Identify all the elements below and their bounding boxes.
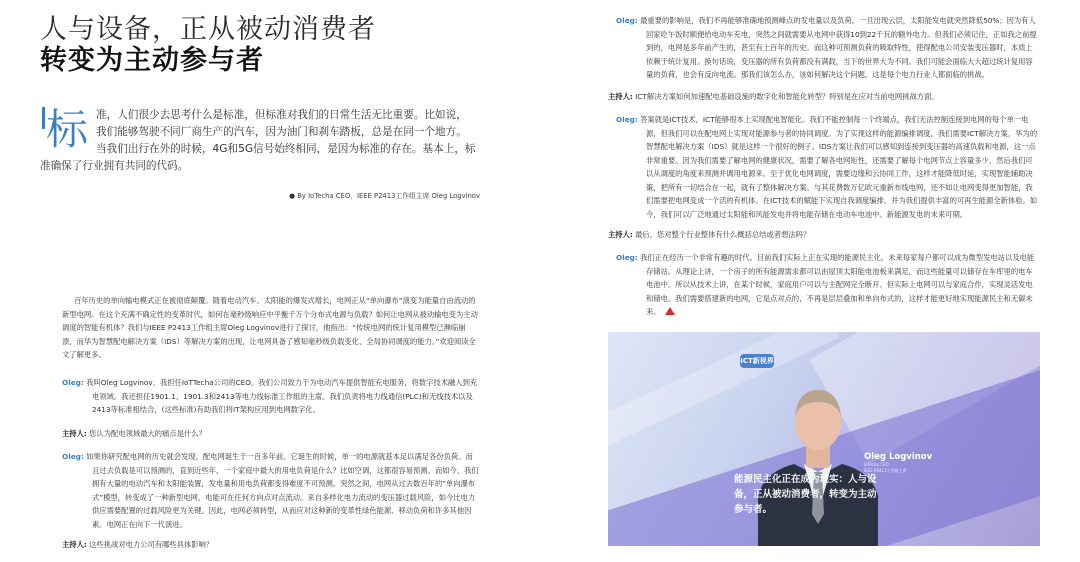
question-text: 这些挑战对电力公司有哪些具体影响？ [89,540,214,549]
speaker-host: 主持人: [608,230,633,239]
lead-accent-bar [42,107,45,129]
speaker-host: 主持人: [608,92,633,101]
answer-block [62,450,480,531]
portrait-photo [608,332,1040,546]
left-page [40,0,480,562]
answer-text: 最重要的影响是，我们不再能够准确地预测峰点的发电量以及负荷。一旦出现云层，太阳能发电就突然降低50%；因为有人回家吃午饭时顺便给电动车充电，突然之间就需要从电网中获得10到22千瓦的额外电力。但我们必须记住，正如我之前提到的，电网是多年前产生的，甚至有上百年的历史。而这种可预测负荷的吸取特性，使得配电公司安装变压器时，本质上依赖于统计复用。换句话说，变压器的所有负荷都没有满载，当下的世界大为不同。我们可能会面临大大超过统计复用容量的负荷，也会有反向电流。那我们该怎么办，该如何解决这个问题，这是每个电力行业人都面临的挑战。 [640,16,1037,79]
answer-block [616,14,1040,82]
photo-caption: 能源民主化正在成为现实：人与设备，正从被动消费者，转变为主动参与者。 [734,474,877,515]
intro-paragraph: 百年历史的单向输电模式正在被彻底颠覆。随着电动汽车、太阳能的爆发式增长，电网正从“单向瀑布”演变为能量自由流动的新型电网。在这个充满不确定性的变革时代，如何在毫秒级响应中平衡千万个分布式电源与负载？如何让电网从被动输电变为主动调度的智能有机体？我们与IEEE P2413工作组主席Oleg Logvinov进行了探讨，他指出：“传统电网的统计复用模型已濒临崩溃，而华为智慧配电解决方案（IDS）等解决方案的出现，让电网具备了感知毫秒级负载变化、全局协同调度的能力。”欢迎阅读全文了解更多。 [62,296,478,359]
question-text: 最后，您对整个行业整体有什么概括总结或者想法吗？ [635,230,811,239]
speaker-host: 主持人: [62,429,87,438]
lead-text: 准，人们很少去思考什么是标准，但标准对我们的日常生活无比重要。比如说，我们能够驾驶不同厂商生产的汽车，因为油门和刹车踏板，总是在同一个地方。当我们出行在外的时候，4G和5G信号始终相同，是因为标准的存在。基本上，标准确保了行业拥有共同的代码。 [40,109,476,172]
answer-text: 答案就是ICT技术，ICT能够很本上实现配电智能化。我们不能控制每一个终端点，我们无法控制连接到电网的每个单一电源，但我们可以在配电网上实现对能源参与者的协同调度。为了实现这样的能源编排调度，我们需要ICT解决方案，华为的智慧配电解决方案（IDS）就是这样一个很好的例子。IDS方案让我们可以感知到连接到变压器的高速负载和电源，这一点非常重要。因为我们需要了解电网的健康状况，需要了解各电网矩性，还需要了解每个电网节点上容量多少，然后我们可以从调度的角度来预测并调用电源来。至于优化电网调度，需要边缘和云协同工作，这样才能降低时延，实现智能辅助决策，把所有一切结合在一起，就有了整体解决方案。与其花费数万亿欧元重新布线电网，还不如让电网变得更加智能，我们需要把电网变成一个活的有机体。在ICT技术的赋能下实现自我调度编排，并为我们提供丰富的可再生能源全新体验。如今，我们可以广泛地通过太阳能和风能发电并将电能存储在电动车电池中。新能源发电的未来可期。 [640,115,1038,219]
byline-text: By IoTecha CEO，IEEE P2413工作组主席 Oleg Logvinov [297,192,480,200]
question-block [608,228,1040,242]
question-text: ICT解决方案如何加速配电基础设施的数字化和智能化转型？特别是在应对当前电网挑战方面。 [635,92,939,101]
article-title [40,14,480,77]
question-block [608,90,1040,104]
magazine-logo: ICT新视界 [740,354,774,368]
byline [289,190,480,200]
answer-block [616,113,1040,221]
question-block [62,427,480,441]
answer-block [62,376,480,417]
speaker-oleg: Oleg: [616,16,638,25]
name-plate [864,452,932,474]
speaker-oleg: Oleg: [616,253,638,262]
person-role: IoTecha CEO [864,462,889,467]
answer-text: 我们正在经历一个非常有趣的时代。目前我们实际上正在实现的能源民主化，未来每家每户都可以成为微型发电站以及电能存储站。从理论上讲，一个房子的所有能源需求都可以由屋顶太阳能电池板来满足，而这些能量可以储存在车库里的电车电池中。所以从技术上讲，在某个时候，家庭用户可以与主配网完全断开。但实际上电网可以与家庭合作，实现灵活发电和储电。我们需要搭建新的电网，它是点对点的，不再是层层叠加和单向布式的，这样才能更好地实现能源民主和无碳未来。 [640,253,1035,316]
answer-text: 我叫Oleg Logvinov，我担任IoTTecha公司的CEO。我们公司致力于为电动汽车提供智能充电服务，将数字技术融入到充电领域。我还担任1901.1、1901.3和2413等电力线标准工作组的主席。我们负责将电力线通信(PLC)和无线技术以及2413等标准相结合，(这些标准)有助我们将IT架构应用到电网数字化。 [86,378,478,414]
title-line-1: 人与设备，正从被动消费者 [40,14,376,45]
person-name: Oleg Logvinov [864,452,933,462]
person-portrait-icon [758,364,878,546]
person-role: IEEE P2413工作组主席 [864,468,907,473]
question-text: 您认为配电领域最大的痛点是什么？ [89,429,206,438]
answer-text: 如果你研究配电网的历史就会发现，配电网诞生于一百多年前。它诞生的时候，单一的电源就基本足以满足各份负荷。而且过去负载是可以预测的，直到近些年，一个家庭中最大的用电负荷是什么？比如空调，这都很容易预测。而如今，我们拥有大量的电动汽车和太阳能装置，发电量和用电负荷都变得难度不可预测。突然之间，电网从过去数百年的“单向瀑布式”模型，转变成了一种新型电网，电能可在任何方向点对点流动。来自多样化电力流动的变压器过载风险，如今比电力供应需要配置的过载风险更为关键。因此，电网必须转型，从而应对这种新的变革性绿色能源、移动负荷和许多其他因素。电网正在向下一代演进。 [86,452,479,529]
speaker-oleg: Oleg: [616,115,638,124]
bullet-icon: ● [289,192,296,200]
speaker-oleg: Oleg: [62,378,84,387]
answer-block [616,251,1040,319]
title-line-2: 转变为主动参与者 [40,45,264,76]
end-mark-icon [665,307,675,315]
speaker-host: 主持人: [62,540,87,549]
question-block [62,538,480,552]
speaker-oleg: Oleg: [62,452,84,461]
lead-paragraph [40,107,476,175]
drop-cap: 标 [46,105,89,154]
right-page [608,0,1040,562]
